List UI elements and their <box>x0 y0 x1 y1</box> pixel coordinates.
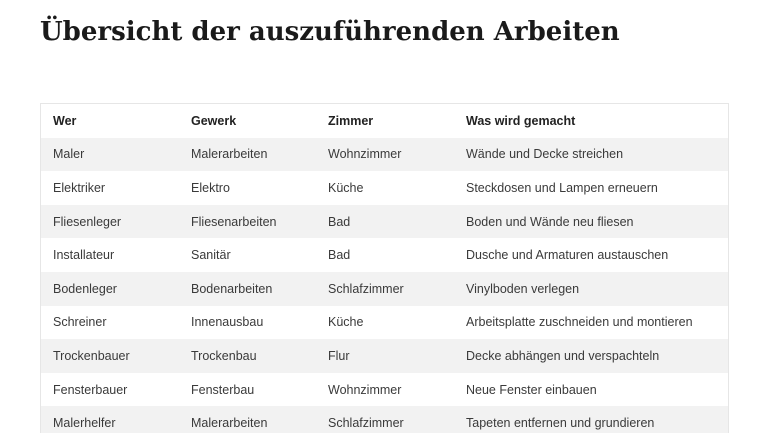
cell-was-wird-gemacht: Wände und Decke streichen <box>466 147 624 162</box>
column-header-was-wird-gemacht: Was wird gemacht <box>466 113 576 128</box>
table-row <box>41 339 728 373</box>
cell-gewerk: Malerarbeiten <box>191 416 268 431</box>
work-overview-table <box>40 103 729 433</box>
column-header-gewerk: Gewerk <box>191 113 237 128</box>
cell-wer: Fensterbauer <box>53 382 128 397</box>
table-row <box>41 373 728 407</box>
cell-gewerk: Elektro <box>191 180 230 195</box>
cell-zimmer: Bad <box>328 214 351 229</box>
cell-gewerk: Bodenarbeiten <box>191 281 273 296</box>
cell-zimmer: Wohnzimmer <box>328 382 402 397</box>
table-header-row <box>41 104 728 138</box>
cell-wer: Bodenleger <box>53 281 117 296</box>
cell-gewerk: Trockenbau <box>191 348 257 363</box>
cell-was-wird-gemacht: Dusche und Armaturen austauschen <box>466 248 669 263</box>
cell-was-wird-gemacht: Neue Fenster einbauen <box>466 382 597 397</box>
cell-zimmer: Küche <box>328 180 364 195</box>
cell-wer: Installateur <box>53 248 115 263</box>
table-row <box>41 205 728 239</box>
cell-gewerk: Innenausbau <box>191 315 264 330</box>
cell-gewerk: Malerarbeiten <box>191 147 268 162</box>
table-row <box>41 171 728 205</box>
cell-wer: Malerhelfer <box>53 416 116 431</box>
cell-zimmer: Wohnzimmer <box>328 147 402 162</box>
cell-was-wird-gemacht: Decke abhängen und verspachteln <box>466 348 660 363</box>
cell-wer: Maler <box>53 147 85 162</box>
cell-was-wird-gemacht: Arbeitsplatte zuschneiden und montieren <box>466 315 693 330</box>
cell-zimmer: Schlafzimmer <box>328 281 404 296</box>
table-row <box>41 406 728 433</box>
cell-was-wird-gemacht: Tapeten entfernen und grundieren <box>466 416 655 431</box>
cell-gewerk: Fensterbau <box>191 382 255 397</box>
page-title: Übersicht der auszuführenden Arbeiten <box>40 17 620 47</box>
cell-was-wird-gemacht: Vinylboden verlegen <box>466 281 580 296</box>
cell-wer: Elektriker <box>53 180 106 195</box>
cell-zimmer: Flur <box>328 348 350 363</box>
cell-wer: Schreiner <box>53 315 107 330</box>
cell-was-wird-gemacht: Steckdosen und Lampen erneuern <box>466 180 658 195</box>
table-row <box>41 306 728 340</box>
table-row <box>41 138 728 172</box>
column-header-wer: Wer <box>53 113 77 128</box>
cell-wer: Trockenbauer <box>53 348 130 363</box>
table-row <box>41 272 728 306</box>
cell-zimmer: Schlafzimmer <box>328 416 404 431</box>
column-header-zimmer: Zimmer <box>328 113 374 128</box>
cell-was-wird-gemacht: Boden und Wände neu fliesen <box>466 214 634 229</box>
cell-gewerk: Sanitär <box>191 248 231 263</box>
cell-zimmer: Küche <box>328 315 364 330</box>
cell-zimmer: Bad <box>328 248 351 263</box>
cell-gewerk: Fliesenarbeiten <box>191 214 277 229</box>
table-row <box>41 238 728 272</box>
cell-wer: Fliesenleger <box>53 214 122 229</box>
